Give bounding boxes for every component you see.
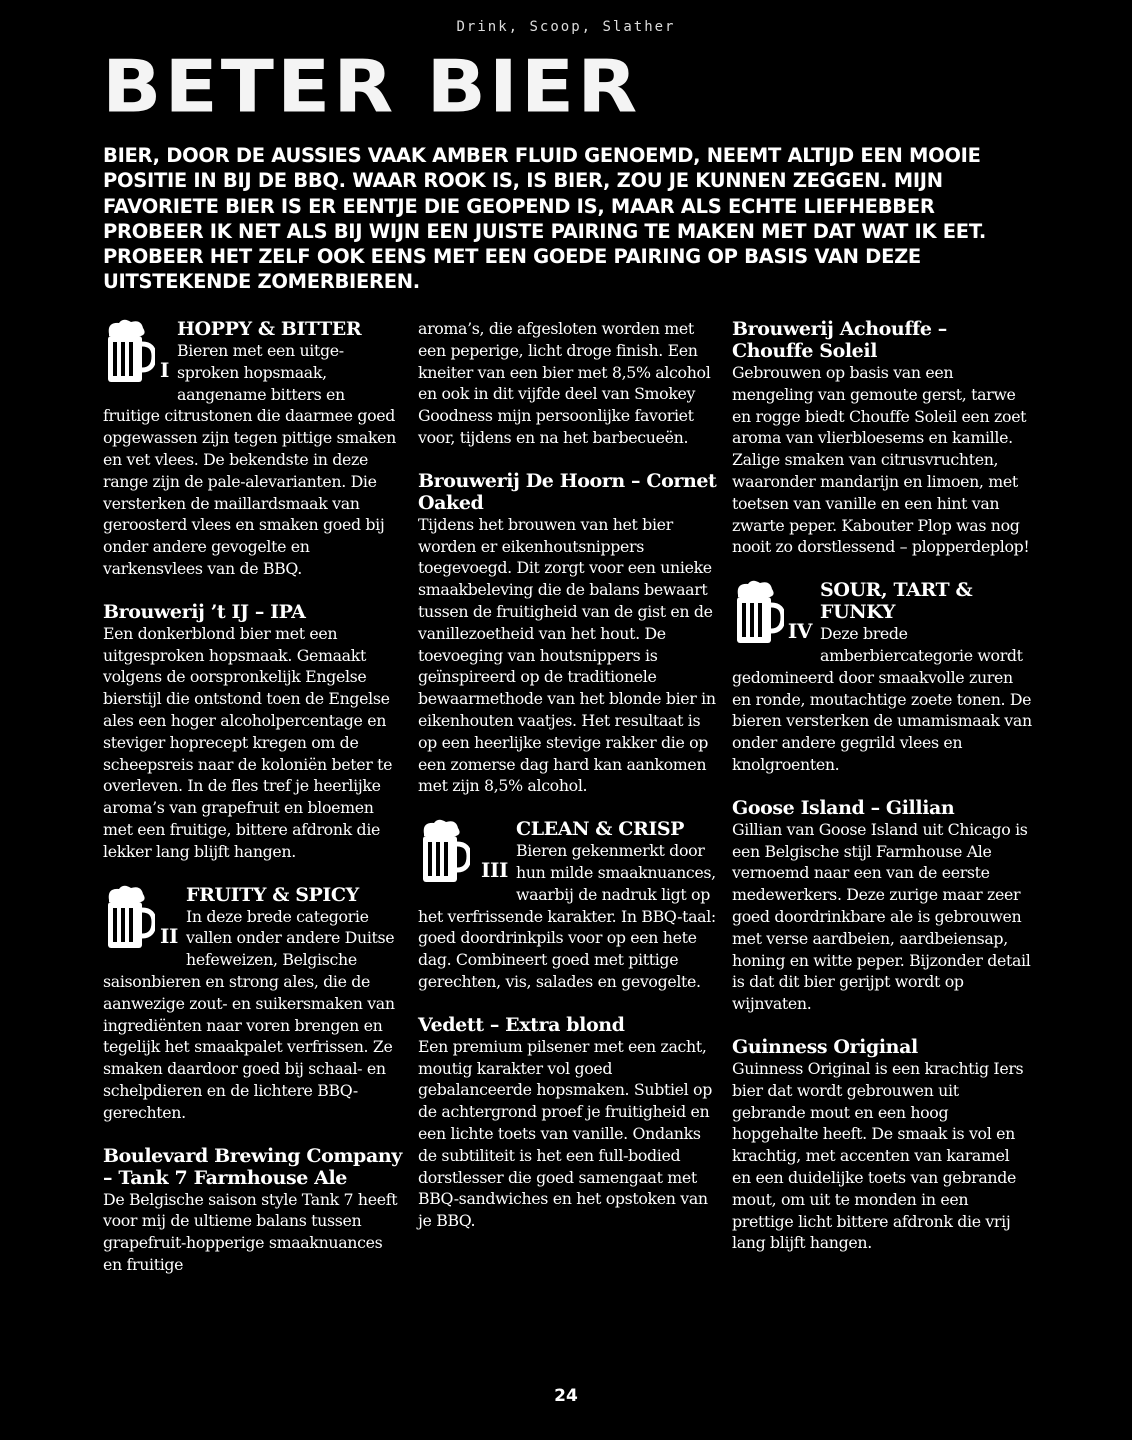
beer-title: Vedett – Extra blond	[418, 1013, 625, 1036]
beer-title: Brouwerij ’t IJ – IPA	[103, 600, 306, 623]
category-title: HOPPY & BITTER	[177, 318, 362, 340]
category-text: Bieren met een uitge-sproken hopsmaak, aangename bitters en fruitige citrustonen die daarmee goed opgewassen zijn tegen pittige smaken en vet vlees. De bekendste in deze range zijn de pale-alevarianten. Die versterken de maillardsmaak van geroosterd vlees en smaken goed bij onder andere gevogelte en varkensvlees van de BBQ.	[103, 341, 396, 578]
page-number: 24	[554, 1386, 578, 1406]
category-text: Deze brede amberbiercategorie wordt gedomineerd door smaakvolle zuren en ronde, moutachtige zoete tonen. De bieren versterken de umamismaak van onder andere gegrild vlees en knolgroenten.	[732, 624, 1032, 774]
category-hoppy-bitter	[103, 318, 403, 580]
beer-description: De Belgische saison style Tank 7 heeft voor mij de ultieme balans tussen grapefruit-hopperige smaaknuances en fruitige	[103, 1189, 398, 1274]
beer-mug-icon	[103, 884, 178, 958]
beer-title: Boulevard Brewing Company – Tank 7 Farmhouse Ale	[103, 1144, 402, 1189]
category-title: FRUITY & SPICY	[186, 883, 359, 906]
continued-text: aroma’s, die afgesloten worden met een peperige, licht droge finish. Een kneiter van een bier met 8,5% alcohol en ook in dit vijfde deel van Smokey Goodness mijn persoonlijke favoriet voor, tijdens en na het barbecueën.	[418, 319, 711, 447]
beer-mug-icon	[103, 318, 169, 392]
category-numeral: III	[480, 858, 508, 883]
beer-title: Goose Island – Gillian	[732, 796, 955, 819]
category-text: Bieren gekenmerkt door hun milde smaaknuances, waarbij de nadruk ligt op het verfrissende karakter. In BBQ-taal: goed doordrinkpils voor op een hete dag. Combineert goed met pittige gerechten, vis, salades en gevogelte.	[418, 841, 716, 991]
category-numeral: I	[159, 358, 169, 382]
beer-description: Gebrouwen op basis van een mengeling van gemoute gerst, tarwe en rogge biedt Chouffe Soleil een zoet aroma van vlierbloesems en kamille. Zalige smaken van citrusvruchten, waaronder mandarijn en limoen, met toetsen van vanille en een hint van zwarte peper. Kabouter Plop was nog nooit zo dorstlessend – plopperdeplop!	[732, 363, 1030, 557]
beer-title: Brouwerij Achouffe – Chouffe Soleil	[732, 318, 947, 362]
running-head: Drink, Scoop, Slather	[456, 19, 676, 35]
category-text: In deze brede categorie vallen onder andere Duitse hefeweizen, Belgische saisonbieren en strong ales, die de aanwezige zout- en suikersmaken van ingrediënten naar voren brengen en tegelijk het smaakpalet verfrissen. Ze smaken daardoor goed bij schaal- en schelpdieren en de lichtere BBQ-gerechten.	[103, 906, 395, 1122]
page-title: BETER BIER	[102, 45, 641, 130]
column-1	[103, 318, 403, 1297]
category-numeral: IV	[787, 619, 812, 644]
beer-description: Een donkerblond bier met een uitgesproken hopsmaak. Gemaakt volgens de oorspronkelijk Engelse bierstijl die ontstond toen de Engelse ales een hoger alcoholpercentage en steviger hoprecept kregen om de scheepsreis naar de koloniën beter te overleven. In de fles tref je heerlijke aroma’s van grapefruit en bloemen met een fruitige, bittere afdronk die lekker lang blijft hangen.	[103, 623, 393, 861]
category-fruity-spicy	[103, 884, 403, 1124]
beer-mug-icon	[732, 579, 812, 653]
beer-description: Gillian van Goose Island uit Chicago is een Belgische stijl Farmhouse Ale vernoemd naar een van de eerste medewerkers. Deze zurige maar zeer goed doordrinkbare ale is gebrouwen met verse aardbeien, aardbeiensap, honing en witte peper. Bijzonder detail is dat dit bier gerijpt wordt op wijnvaten.	[732, 819, 1031, 1014]
category-numeral: II	[159, 923, 178, 948]
intro-paragraph: BIER, DOOR DE AUSSIES VAAK AMBER FLUID GENOEMD, NEEMT ALTIJD EEN MOOIE POSITIE IN BIJ DE BBQ. WAAR ROOK IS, IS BIER, ZOU JE KUNNEN ZEGGEN. MIJN FAVORIETE BIER IS ER EENTJE DIE GEOPEND IS, MAAR ALS ECHTE LIEFHEBBER PROBEER IK NET ALS BIJ WIJN EEN JUISTE PAIRING TE MAKEN MET DAT WAT IK EET. PROBEER HET ZELF OOK EENS MET EEN GOEDE PAIRING OP BASIS VAN DEZE UITSTEKENDE ZOMERBIEREN.	[103, 144, 986, 294]
column-3	[732, 318, 1032, 1275]
beer-description: Een premium pilsener met een zacht, moutig karakter vol goed gebalanceerde hopsmaken. Subtiel op de achtergrond proef je fruitigheid en een lichte toets van vanille. Ondanks de subtiliteit is het een full-bodied dorstlesser die goed samengaat met BBQ-sandwiches en het opstoken van je BBQ.	[418, 1036, 712, 1231]
column-2	[418, 318, 718, 1253]
beer-description: Guinness Original is een krachtig Iers bier dat wordt gebrouwen uit gebrande mout en een hoog hopgehalte heeft. De smaak is vol en krachtig, met accenten van karamel en een duidelijke toets van gebrande mout, om uit te monden in een prettige licht bittere afdronk die vrij lang blijft hangen.	[732, 1058, 1024, 1253]
beer-title: Brouwerij De Hoorn – Cornet Oaked	[418, 469, 717, 514]
beer-mug-icon	[418, 818, 508, 892]
category-clean-crisp	[418, 818, 718, 993]
beer-description: Tijdens het brouwen van het bier worden er eikenhoutsnippers toegevoegd. Dit zorgt voor een unieke smaakbeleving die de balans bewaart tussen de fruitigheid van de gist en de vanillezoetheid van het hout. De toevoeging van houtsnippers is geïnspireerd op de traditionele bewaarmethode van het blonde bier in eikenhouten vaatjes. Het resultaat is op een heerlijke stevige rakker die op een zomerse dag hard kan aankomen met zijn 8,5% alcohol.	[418, 514, 716, 796]
category-title: CLEAN & CRISP	[516, 818, 685, 841]
beer-title: Guinness Original	[732, 1035, 918, 1058]
category-title: SOUR, TART & FUNKY	[820, 579, 973, 624]
category-sour-tart-funky	[732, 579, 1032, 776]
